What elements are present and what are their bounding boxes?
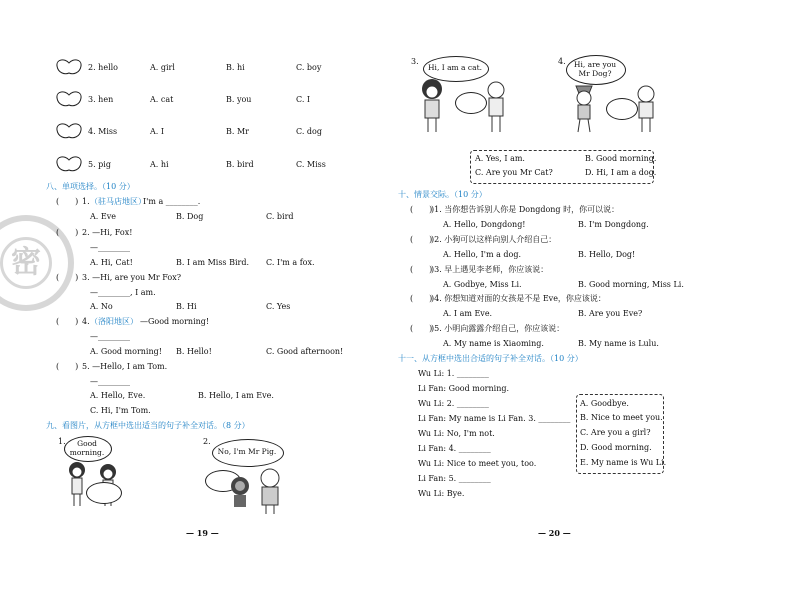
apple-row-2-option-b: B. hi xyxy=(226,63,245,72)
q10-1-answer-paren[interactable]: ( ) xyxy=(410,205,433,214)
q10-3-question: )3. 早上遇见李老师，你应该说： xyxy=(431,265,549,274)
apple-outline-icon xyxy=(55,155,83,173)
picture-1-bubble-line2: morning. xyxy=(69,448,105,457)
dialog-line-3: Wu Li: 2. ________ xyxy=(418,399,489,408)
picture-1-number: 1. xyxy=(58,437,66,446)
box-option-b: B. Good morning. xyxy=(585,154,657,163)
q10-5-option-b: B. My name is Lulu. xyxy=(578,339,659,348)
dialog-line-8: Li Fan: 5. ________ xyxy=(418,474,491,483)
dialog-line-1: Wu Li: 1. ________ xyxy=(418,369,489,378)
q8-1-answer-paren[interactable]: ( ) xyxy=(56,197,79,206)
apple-row-5-option-c: C. Miss xyxy=(296,160,326,169)
picture-4-bubble-line2: Mr Dog? xyxy=(578,69,612,78)
dialog-line-4: Li Fan: My name is Li Fan. 3. ________ xyxy=(418,414,571,423)
apple-row-3-option-b: B. you xyxy=(226,95,252,104)
empty-answer-bubble[interactable] xyxy=(86,482,122,504)
apple-row-4-word: 4. Miss xyxy=(88,127,118,136)
dog-illustration xyxy=(482,80,510,134)
cat-and-pig-illustration xyxy=(226,466,286,518)
dialog-line-2: Li Fan: Good morning. xyxy=(418,384,510,393)
apple-row-4-option-a: A. I xyxy=(150,127,165,136)
picture-4-number: 4. xyxy=(558,57,566,66)
apple-row-2-option-a: A. girl xyxy=(150,63,175,72)
section-8-title: 八、单项选择。（10 分） xyxy=(46,182,135,191)
box-option-a: A. Yes, I am. xyxy=(475,154,525,163)
q8-1-option-c: C. bird xyxy=(266,212,294,221)
apple-outline-icon xyxy=(55,122,83,140)
q10-5-question: )5. 小明向露露介绍自己，你应该说： xyxy=(431,324,565,333)
q8-3-option-a: A. No xyxy=(90,302,113,311)
q10-2-option-b: B. Hello, Dog! xyxy=(578,250,636,259)
q8-2-answer-paren[interactable]: ( ) xyxy=(56,228,79,237)
q8-4-number: 4. xyxy=(82,317,90,326)
q8-2-text: 2. —Hi, Fox! xyxy=(82,228,133,237)
apple-row-3-option-c: C. I xyxy=(296,95,311,104)
box-option-c: C. Are you Mr Cat? xyxy=(475,168,553,177)
dialog-line-9: Wu Li: Bye. xyxy=(418,489,465,498)
q10-4-option-a: A. I am Eve. xyxy=(443,309,493,318)
q8-3-blank: —________, I am. xyxy=(90,288,156,297)
q8-5-answer-paren[interactable]: ( ) xyxy=(56,362,79,371)
apple-outline-icon xyxy=(55,58,83,76)
q8-5-text: 5. —Hello, I am Tom. xyxy=(82,362,168,371)
q8-4-option-c: C. Good afternoon! xyxy=(266,347,344,356)
q8-1-option-b: B. Dog xyxy=(176,212,204,221)
q8-2-option-b: B. I am Miss Bird. xyxy=(176,258,249,267)
q10-1-option-a: A. Hello, Dongdong! xyxy=(443,220,526,229)
q10-4-answer-paren[interactable]: ( ) xyxy=(410,294,433,303)
page-number-left: — 19 — xyxy=(186,528,219,538)
dialog-box-option-e: E. My name is Wu Li. xyxy=(580,458,667,467)
q8-3-option-b: B. Hi xyxy=(176,302,197,311)
q8-2-blank: —________ xyxy=(90,243,130,252)
picture-3-number: 3. xyxy=(411,57,419,66)
q10-3-option-b: B. Good morning, Miss Li. xyxy=(578,280,684,289)
picture-3-bubble-text: Hi, I am a cat. xyxy=(428,63,482,72)
section-10-title: 十、情景交际。（10 分） xyxy=(398,190,487,199)
apple-outline-icon xyxy=(55,90,83,108)
q10-3-answer-paren[interactable]: ( ) xyxy=(410,265,433,274)
dialog-line-6: Li Fan: 4. ________ xyxy=(418,444,491,453)
q10-2-option-a: A. Hello, I'm a dog. xyxy=(443,250,521,259)
section-9-title: 九、看图片，从方框中选出适当的句子补全对话。（8 分） xyxy=(46,421,250,430)
secret-stamp-watermark: 密 xyxy=(0,215,74,311)
q10-2-answer-paren[interactable]: ( ) xyxy=(410,235,433,244)
apple-row-3-word: 3. hen xyxy=(88,95,114,104)
dog-illustration xyxy=(632,84,660,134)
q8-1-number: 1. xyxy=(82,197,90,206)
q8-5-blank: —________ xyxy=(90,377,130,386)
q8-4-text: —Good morning! xyxy=(140,317,210,326)
q10-1-question: )1. 当你想告诉别人你是 Dongdong 时，你可以说： xyxy=(431,205,620,214)
q8-5-option-a: A. Hello, Eve. xyxy=(90,391,146,400)
apple-row-5-option-a: A. hi xyxy=(150,160,169,169)
q10-5-answer-paren[interactable]: ( ) xyxy=(410,324,433,333)
box-option-d: D. Hi, I am a dog. xyxy=(585,168,657,177)
q8-3-text: 3. —Hi, are you Mr Fox? xyxy=(82,273,181,282)
q10-1-option-b: B. I'm Dongdong. xyxy=(578,220,649,229)
apple-row-5-word: 5. pig xyxy=(88,160,111,169)
q10-5-option-a: A. My name is Xiaoming. xyxy=(443,339,544,348)
apple-row-4-option-c: C. dog xyxy=(296,127,322,136)
q8-2-option-c: C. I'm a fox. xyxy=(266,258,315,267)
dialog-line-7: Wu Li: Nice to meet you, too. xyxy=(418,459,537,468)
q8-2-option-a: A. Hi, Cat! xyxy=(90,258,133,267)
apple-row-3-option-a: A. cat xyxy=(150,95,174,104)
q8-5-option-b: B. Hello, I am Eve. xyxy=(198,391,274,400)
picture-1-bubble-line1: Good xyxy=(77,439,97,448)
apple-row-5-option-b: B. bird xyxy=(226,160,254,169)
apple-row-4-option-b: B. Mr xyxy=(226,127,249,136)
fox-illustration xyxy=(566,84,602,134)
section-11-title: 十一、从方框中选出合适的句子补全对话。（10 分） xyxy=(398,354,583,363)
q8-4-option-b: B. Hello! xyxy=(176,347,212,356)
q10-4-option-b: B. Are you Eve? xyxy=(578,309,643,318)
q10-3-option-a: A. Godbye, Miss Li. xyxy=(443,280,522,289)
q8-3-option-c: C. Yes xyxy=(266,302,291,311)
q8-1-text: I'm a ________. xyxy=(143,197,201,206)
picture-4-bubble-line1: Hi, are you xyxy=(573,60,617,69)
dialog-box-option-c: C. Are you a girl? xyxy=(580,428,651,437)
dialog-box-option-d: D. Good morning. xyxy=(580,443,652,452)
page-number-right: — 20 — xyxy=(538,528,571,538)
q8-1-region: （驻马店地区） xyxy=(90,197,146,206)
apple-row-2-option-c: C. boy xyxy=(296,63,322,72)
apple-row-2-word: 2. hello xyxy=(88,63,118,72)
q10-2-question: )2. 小狗可以这样向别人介绍自己： xyxy=(431,235,557,244)
q8-1-option-a: A. Eve xyxy=(90,212,116,221)
q8-4-region: （洛阳地区） xyxy=(90,317,138,326)
picture-2-bubble-text: No, I'm Mr Pig. xyxy=(217,447,277,456)
q10-4-question: )4. 你想知道对面的女孩是不是 Eve，你应该说： xyxy=(431,294,606,303)
q8-3-answer-paren[interactable]: ( ) xyxy=(56,273,79,282)
q8-4-answer-paren[interactable]: ( ) xyxy=(56,317,79,326)
q8-4-option-a: A. Good morning! xyxy=(90,347,162,356)
picture-2-number: 2. xyxy=(203,437,211,446)
dialog-line-5: Wu Li: No, I'm not. xyxy=(418,429,495,438)
dialog-box-option-a: A. Goodbye. xyxy=(580,399,629,408)
q8-4-blank: —________ xyxy=(90,332,130,341)
dialog-box-option-b: B. Nice to meet you. xyxy=(580,413,663,422)
q8-5-option-c: C. Hi, I'm Tom. xyxy=(90,406,151,415)
girl-illustration xyxy=(414,78,450,134)
